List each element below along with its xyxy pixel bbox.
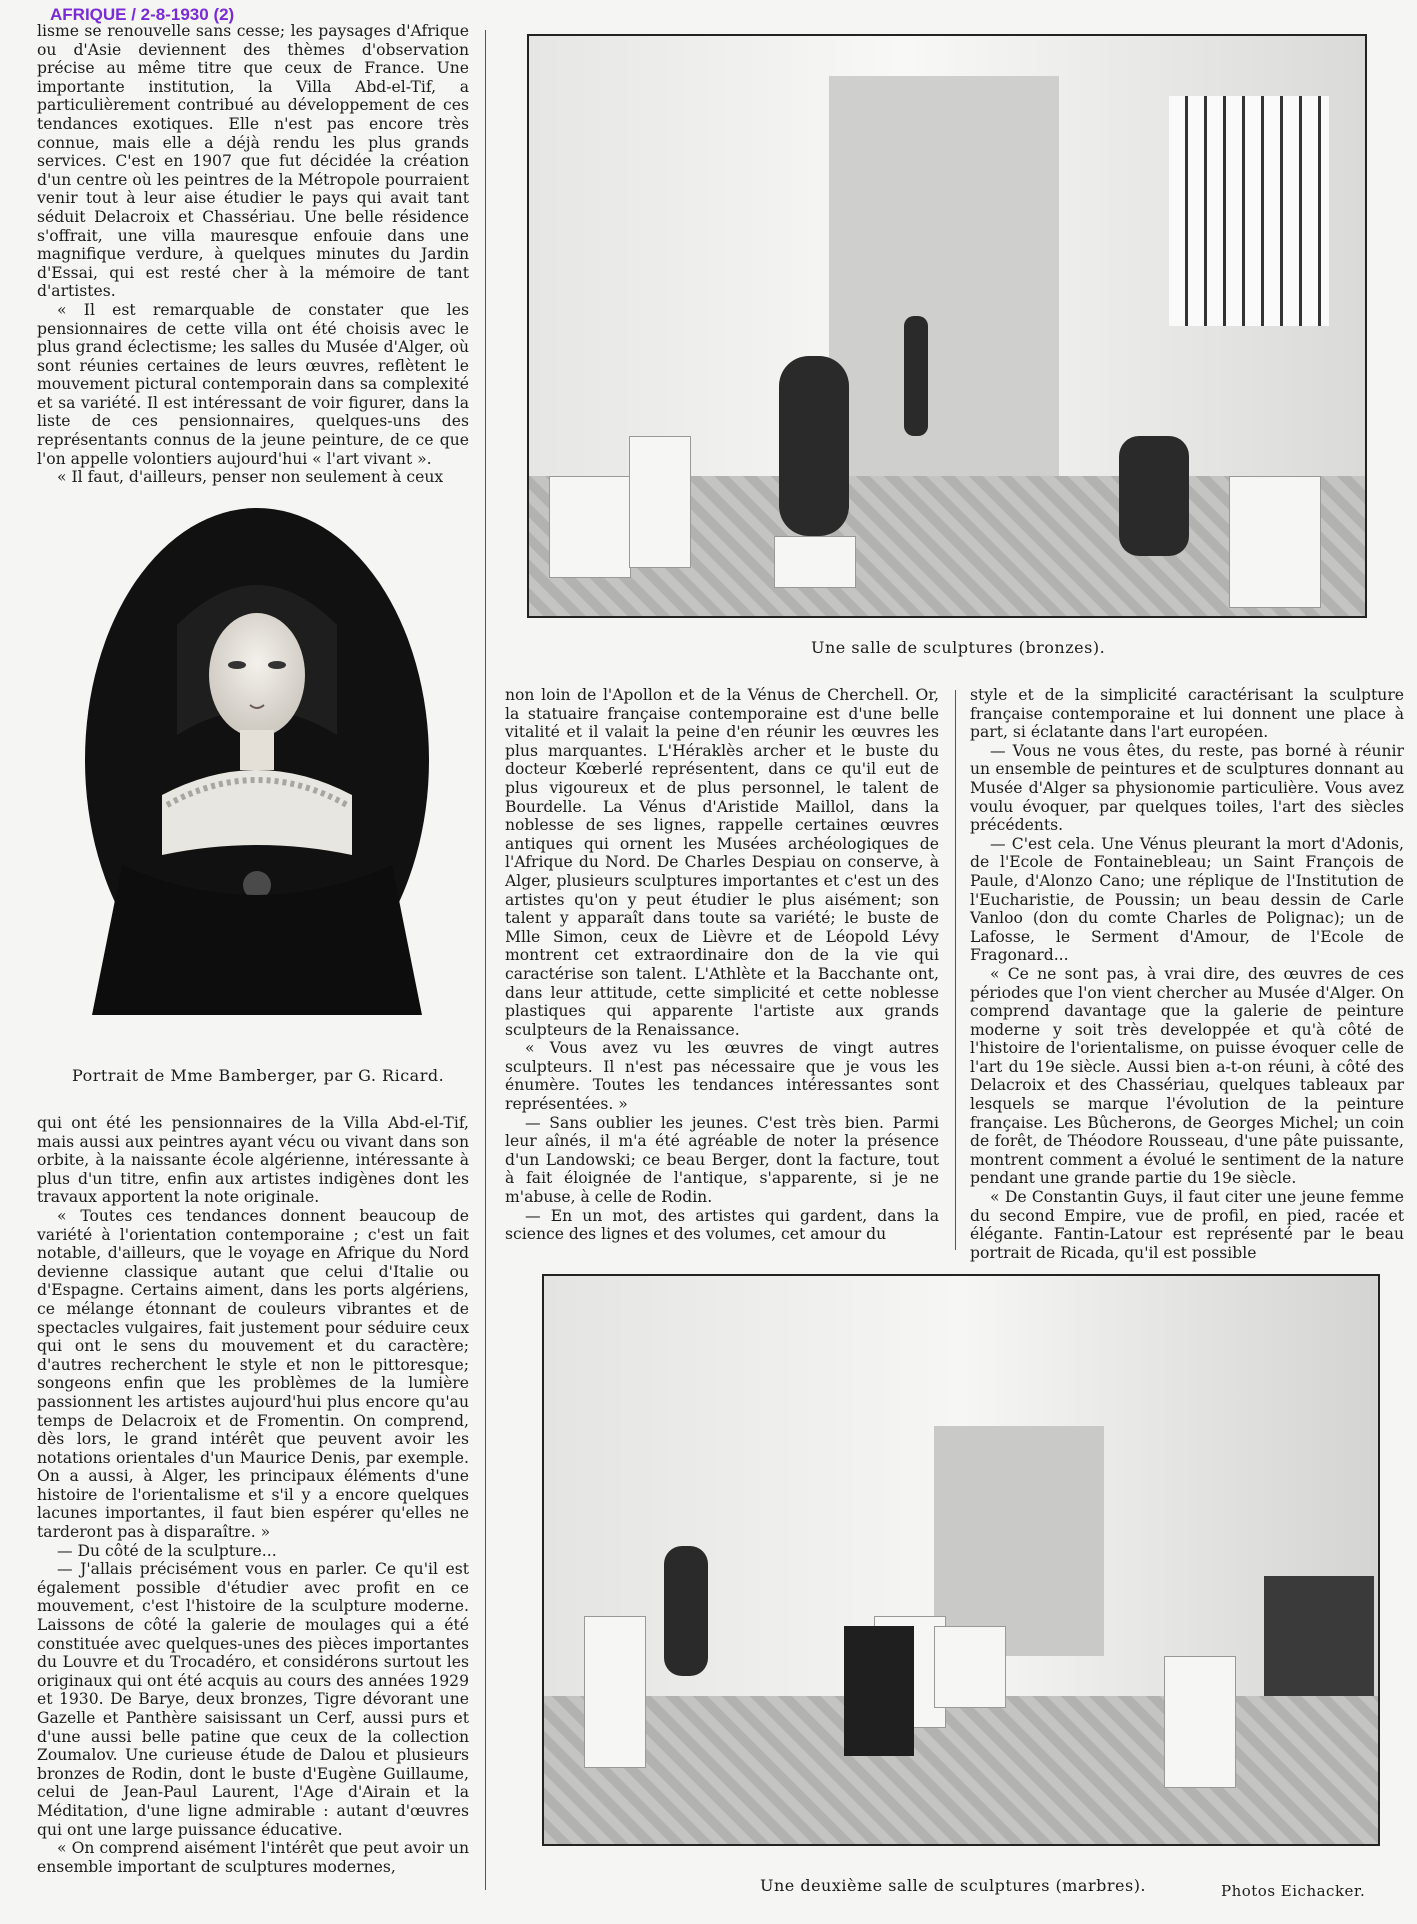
paragraph: — Du côté de la sculpture... [57, 1541, 277, 1560]
bronze-hall-photo [527, 34, 1367, 618]
paragraph: « Toutes ces tendances donnent beaucoup de variété à l'orientation contemporaine ; c'est un fait notable, d'ailleurs, que le voyage en Afrique du Nord devienne classique autant que celui d'Italie ou d'Espagne. Certains aiment, dans les ports algériens, ce mélange étonnant de couleurs vibrantes et de spectacles vulgaires, fait justement pour séduire ceux qui ont le sens du mouvement et du caractère; d'autres recherchent le style et non le pittoresque; songeons enfin que les problèmes de la lumière passionnent les artistes aujourd'hui plus encore qu'au temps de Delacroix et de Fromentin. On comprend, dès lors, le grand intérêt que peuvent avoir les notations orientales d'un Maurice Denis, par exemple. On a aussi, à Alger, les principaux éléments d'une histoire de l'orientalisme et s'il y a encore quelques lacunes importantes, il faut bien espérer qu'elles ne tarderont pas à disparaître. » [37, 1206, 469, 1542]
marble-hall-photo [542, 1274, 1380, 1846]
paragraph: — En un mot, des artistes qui gardent, dans la science des lignes et des volumes, cet amour du [505, 1206, 939, 1244]
paragraph: « Vous avez vu les œuvres de vingt autres sculpteurs. Il n'est pas nécessaire que je vous les énumère. Toutes les tendances intéressantes sont représentées. » [505, 1039, 939, 1114]
paragraph: non loin de l'Apollon et de la Vénus de Cherchell. Or, la statuaire française contemporaine est d'une belle vitalité et il valait la peine d'en réunir les œuvres les plus marquantes. L'Héraklès archer et le buste du docteur Kœberlé représentent, dans ce qu'il eut de plus vigoureux et de plus personnel, le talent de Bourdelle. La Vénus d'Aristide Maillol, dans la noblesse de ses lignes, rappelle certaines œuvres antiques qui ornent les Musées archéologiques de l'Afrique du Nord. De Charles Despiau on conserve, à Alger, plusieurs sculptures importantes et c'est un des artistes qu'on y peut étudier le plus aisément; son talent y apparaît dans toute sa variété; le buste de Mlle Simon, ceux de Lièvre et de Léopold Lévy montrent cet extraordinaire don de la vie qui caractérise son talent. L'Athlète et la Bacchante ont, dans leur attitude, cette simplicité et cette noblesse plastiques qui apparente l'artiste aux grands sculpteurs de la Renaissance. [505, 686, 939, 1039]
column-rule [485, 30, 486, 1890]
paragraph: qui ont été les pensionnaires de la Villa Abd-el-Tif, mais aussi aux peintres ayant vécu ou vivant dans son orbite, à la naissante école algérienne, intéressante à plus d'un titre, enfin aux artistes indigènes dont les travaux apportent la note originale. [37, 1114, 469, 1207]
paragraph: « On comprend aisément l'intérêt que peut avoir un ensemble important de sculptures modernes, [37, 1839, 469, 1876]
paragraph: — C'est cela. Une Vénus pleurant la mort d'Adonis, de l'Ecole de Fontainebleau; un Saint François de Paule, d'Alonzo Cano; une réplique de l'Institution de l'Eucharistie, de Poussin; un beau dessin de Carle Vanloo (don du comte Charles de Polignac); un de Lafosse, le Serment d'Amour, de l'Ecole de Fragonard... [970, 834, 1404, 965]
column-1-bottom [37, 1114, 469, 1892]
portrait-figure [82, 505, 432, 1015]
portrait-caption: Portrait de Mme Bamberger, par G. Ricard. [72, 1066, 445, 1085]
paragraph: « Il est remarquable de constater que les pensionnaires de cette villa ont été choisis avec le plus grand éclectisme; les salles du Musée d'Alger, où sont réunies certaines de leurs œuvres, reflètent le mouvement pictural contemporain dans sa complexité et sa variété. Il est intéressant de voir figurer, dans la liste de ces pensionnaires, quelques-uns des représentants connus de la jeune peinture, de ce que l'on appelle volontiers aujourd'hui « l'art vivant ». [37, 300, 469, 468]
paragraph: — Vous ne vous êtes, du reste, pas borné à réunir un ensemble de peintures et de sculptures donnant au Musée d'Alger sa physionomie particulière. Vous avez voulu évoquer, par quelques toiles, l'art des siècles précédents. [970, 741, 1404, 835]
paragraph: style et de la simplicité caractérisant la sculpture française contemporaine et lui donnent une place à part, si éclatante dans l'art européen. [970, 686, 1404, 742]
column-1-top [37, 22, 469, 492]
column-3 [970, 686, 1404, 1262]
portrait-image [82, 505, 432, 1015]
paragraph: lisme se renouvelle sans cesse; les paysages d'Afrique ou d'Asie deviennent des thèmes d'observation précise au même titre que ceux de France. Une importante institution, la Villa Abd-el-Tif, a particulièrement contribué au développement de ces tendances exotiques. Elle n'est pas encore très connue, mais elle a déjà rendu les plus grands services. C'est en 1907 que fut décidée la création d'un centre où les peintres de la Métropole pourraient venir tout à leur aise étudier le pays qui avait tant séduit Delacroix et Chassériau. Une belle résidence s'offrait, une villa mauresque enfouie dans une magnifique verdure, à quelques minutes du Jardin d'Essai, qui est resté cher à la mémoire de tant d'artistes. [37, 22, 469, 301]
paragraph: « Ce ne sont pas, à vrai dire, des œuvres de ces périodes que l'on vient chercher au Musée d'Alger. On comprend davantage que la galerie de peinture moderne y soit très developpée et qu'à côté de l'histoire de l'orientalisme, on puisse évoquer celle de l'art du 19e siècle. Aussi bien a-t-on réuni, à côté des Delacroix et des Chassériau, quelques tableaux par lesquels se marque l'évolution de la peinture française. Les Bûcherons, de Georges Michel; un coin de forêt, de Théodore Rousseau, d'une pâte puissante, montrent comment a évolué le sentiment de la nature pendant une grande partie du 19e siècle. [970, 964, 1404, 1188]
source-tag: AFRIQUE / 2-8-1930 (2) [50, 5, 235, 24]
paragraph: — Sans oublier les jeunes. C'est très bien. Parmi leur aînés, il m'a été agréable de noter la présence d'un Landowski; ce beau Berger, dont la facture, tout à fait éloignée de l'antique, s'apparente, si je ne m'abuse, à celle de Rodin. [505, 1113, 939, 1207]
bronze-hall-caption: Une salle de sculptures (bronzes). [811, 638, 1106, 657]
paragraph: « Il faut, d'ailleurs, penser non seulement à ceux [57, 468, 444, 487]
column-2 [505, 686, 939, 1246]
paragraph: — J'allais précisément vous en parler. Ce qu'il est également possible d'étudier avec profit en ce mouvement, c'est l'histoire de la sculpture moderne. Laissons de côté la galerie de moulages qui a été constituée avec quelques-unes des pièces importantes du Louvre et du Trocadéro, et considérons surtout les originaux qui ont été acquis au cours des années 1929 et 1930. De Barye, deux bronzes, Tigre dévorant une Gazelle et Panthère saisissant un Cerf, aussi purs et d'une aussi belle patine que ceux de la collection Zoumalov. Une curieuse étude de Dalou et plusieurs bronzes de Rodin, dont le buste d'Eugène Guillaume, celui de Jean-Paul Laurent, l'Age d'Airain et la Méditation, d'une ligne admirable : autant d'œuvres qui ont une large puissance éducative. [37, 1560, 469, 1839]
marble-hall-caption: Une deuxième salle de sculptures (marbres). [760, 1876, 1147, 1895]
photo-credit: Photos Eichacker. [1221, 1882, 1366, 1900]
paragraph: « De Constantin Guys, il faut citer une jeune femme du second Empire, vue de profil, en pied, racée et élégante. Fantin-Latour est représenté par le beau portrait de Ricada, qu'il est possible [970, 1188, 1404, 1262]
column-rule [955, 690, 956, 1250]
